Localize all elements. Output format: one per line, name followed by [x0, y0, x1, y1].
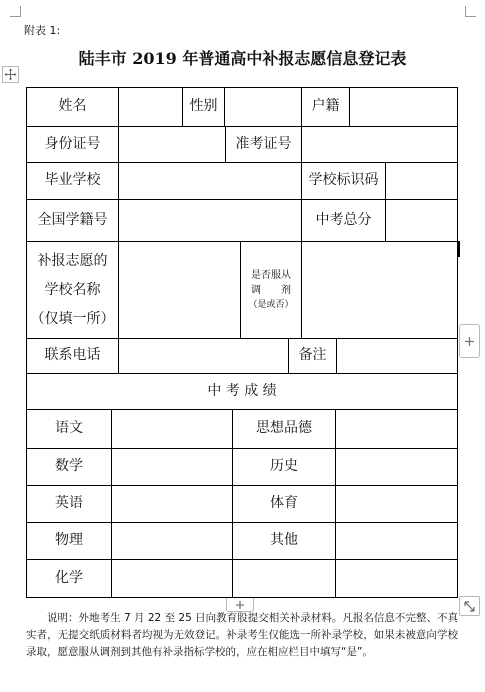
- input-id-number[interactable]: [118, 126, 226, 163]
- plus-icon: [235, 600, 245, 610]
- plus-icon: [464, 336, 475, 347]
- preferred-school-line1: 补报志愿的: [37, 252, 108, 269]
- preferred-school-line3: （仅填一所）: [30, 310, 115, 327]
- margin-corner-top-left: [10, 6, 21, 17]
- text-cursor: [458, 241, 460, 257]
- score-label-other: 其他: [232, 522, 336, 560]
- footnote: 说明：外地考生 7 月 22 至 25 日向教育股提交相关补录材料。凡报名信息不完整、不真实者，无提交纸质材料者均视为无效登记。补录考生仅能选一所补录学校，如果未被意向学校录取，愿意服从调剂到其他有补录指标学校的，应在相应栏目中填写“是”。: [26, 612, 458, 658]
- resize-arrow-icon: [463, 600, 476, 613]
- score-input-other[interactable]: [335, 522, 458, 560]
- input-name[interactable]: [118, 87, 183, 127]
- input-remarks[interactable]: [336, 338, 458, 374]
- preferred-school-line2: 学校名称: [44, 281, 101, 298]
- input-admission-ticket[interactable]: [301, 126, 458, 163]
- label-phone: 联系电话: [26, 338, 119, 374]
- attachment-label: 附表 1:: [24, 24, 61, 37]
- label-hukou: 户籍: [301, 87, 350, 127]
- score-input-english[interactable]: [111, 485, 233, 523]
- accept-transfer-line3: （是或否）: [248, 299, 294, 310]
- add-column-button[interactable]: [459, 324, 480, 358]
- input-school-code[interactable]: [385, 162, 458, 200]
- input-accept-transfer[interactable]: [301, 241, 458, 339]
- label-name: 姓名: [26, 87, 119, 127]
- input-graduation-school[interactable]: [118, 162, 302, 200]
- score-input-history[interactable]: [335, 448, 458, 486]
- label-graduation-school: 毕业学校: [26, 162, 119, 200]
- label-remarks: 备注: [288, 338, 337, 374]
- score-input-chemistry[interactable]: [111, 559, 233, 598]
- label-id-number: 身份证号: [26, 126, 119, 163]
- label-school-code: 学校标识码: [301, 162, 386, 200]
- score-input-morality[interactable]: [335, 409, 458, 449]
- label-preferred-school: [26, 241, 119, 339]
- margin-corner-top-right: [465, 6, 476, 17]
- score-label-morality: 思想品德: [232, 409, 336, 449]
- form-title: 陆丰市 2019 年普通高中补报志愿信息登记表: [78, 49, 407, 68]
- score-input-math[interactable]: [111, 448, 233, 486]
- score-label-chemistry: 化学: [26, 559, 112, 598]
- input-student-id[interactable]: [118, 199, 302, 242]
- score-label-math: 数学: [26, 448, 112, 486]
- score-label-empty: [232, 559, 336, 598]
- input-phone[interactable]: [118, 338, 289, 374]
- input-gender[interactable]: [224, 87, 302, 127]
- scores-header: 中 考 成 绩: [26, 373, 458, 410]
- move-handle-icon: [4, 68, 17, 81]
- label-exam-total: 中考总分: [301, 199, 386, 242]
- score-label-english: 英语: [26, 485, 112, 523]
- accept-transfer-line2: 调 剂: [251, 284, 291, 296]
- label-accept-transfer: [240, 241, 302, 339]
- score-label-history: 历史: [232, 448, 336, 486]
- score-label-pe: 体育: [232, 485, 336, 523]
- score-input-physics[interactable]: [111, 522, 233, 560]
- score-input-pe[interactable]: [335, 485, 458, 523]
- input-hukou[interactable]: [349, 87, 458, 127]
- score-label-chinese: 语文: [26, 409, 112, 449]
- input-preferred-school[interactable]: [118, 241, 241, 339]
- accept-transfer-line1: 是否服从: [251, 269, 291, 281]
- table-resize-handle[interactable]: [459, 596, 480, 616]
- label-admission-ticket: 准考证号: [225, 126, 302, 163]
- score-input-chinese[interactable]: [111, 409, 233, 449]
- input-exam-total[interactable]: [385, 199, 458, 242]
- table-move-handle[interactable]: [2, 66, 19, 83]
- score-label-physics: 物理: [26, 522, 112, 560]
- label-gender: 性别: [182, 87, 225, 127]
- label-student-id: 全国学籍号: [26, 199, 119, 242]
- score-input-empty[interactable]: [335, 559, 458, 598]
